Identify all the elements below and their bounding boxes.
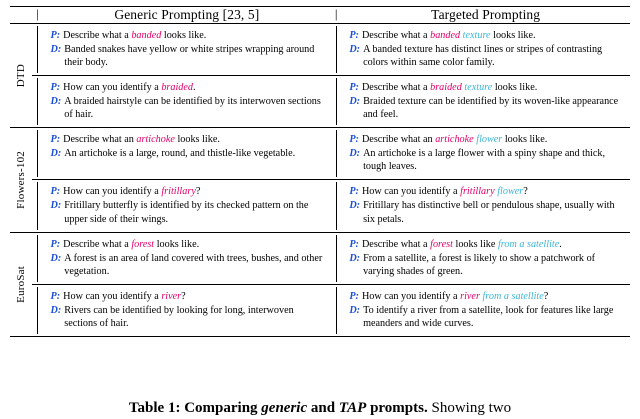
prompt-tag: P: <box>349 290 359 302</box>
prompt-text: Describe what a forest looks like. <box>63 238 200 250</box>
description-text: A banded texture has distinct lines or stripes of contrasting colors within same color family. <box>363 44 603 69</box>
prompt-tag: P: <box>50 134 61 146</box>
description-text: An artichoke is a large, round, and thistle-like vegetable. <box>64 148 296 160</box>
caption-mid: and <box>310 400 336 416</box>
prompt-line <box>349 185 624 198</box>
prompt-text: How can you identify a fritillary flower? <box>361 186 528 198</box>
caption-bold-part: Comparing <box>184 400 258 416</box>
header-spacer <box>10 7 32 24</box>
prompt-tag: P: <box>349 186 359 198</box>
row-label-flowers102 <box>10 128 32 232</box>
prompt-tag: P: <box>349 134 359 146</box>
prompt-tag: P: <box>50 82 61 94</box>
caption-label: Table 1: <box>128 400 181 416</box>
header-divider-left: | <box>32 7 42 24</box>
table-caption <box>10 400 630 417</box>
description-line <box>51 199 326 225</box>
prompt-text: How can you identify a braided. <box>63 82 196 94</box>
cell-generic-eurosat-1 <box>43 232 332 284</box>
prompt-text: Describe what a banded looks like. <box>63 30 207 41</box>
class-token: forest <box>430 238 453 250</box>
description-tag: D: <box>50 304 62 316</box>
group-flowers-row-1 <box>10 128 630 180</box>
description-tag: D: <box>349 304 361 316</box>
prompt-line <box>51 81 326 94</box>
description-tag: D: <box>349 252 361 264</box>
description-tag: D: <box>349 96 361 108</box>
description-text: From a satellite, a forest is likely to show a patchwork of varying shades of green. <box>363 252 596 277</box>
table-bottom-rule-row <box>10 336 630 337</box>
group-dtd-row-2 <box>10 76 630 128</box>
prompt-line <box>51 29 326 42</box>
cell-targeted-dtd-2 <box>341 76 630 128</box>
attribute-token: flower <box>497 186 524 198</box>
prompt-text: Describe what an artichoke flower looks like. <box>361 134 548 146</box>
description-tag: D: <box>50 96 62 108</box>
caption-bold-tail: prompts. <box>370 400 428 416</box>
description-tag: D: <box>349 148 361 160</box>
prompt-line <box>51 133 326 146</box>
row-label-dtd <box>10 24 32 128</box>
prompt-line <box>349 81 624 94</box>
description-line <box>51 252 326 278</box>
prompt-line <box>51 185 326 198</box>
cell-targeted-eurosat-1 <box>341 232 630 284</box>
description-text: Rivers can be identified by looking for long, interwoven sections of hair. <box>64 304 294 329</box>
divider-col-left-4 <box>32 180 42 232</box>
cell-generic-eurosat-2 <box>43 284 332 336</box>
prompt-tag: P: <box>50 238 61 250</box>
class-token: banded <box>131 30 162 41</box>
prompt-text: Describe what a banded texture looks like. <box>361 30 536 41</box>
description-line <box>349 304 624 330</box>
description-tag: D: <box>349 44 361 56</box>
description-line <box>51 95 326 121</box>
prompt-text: Describe what a braided texture looks like. <box>361 82 538 94</box>
cell-generic-dtd-1 <box>43 24 332 76</box>
row-label-dtd-text: DTD <box>15 64 28 88</box>
class-token: braided <box>161 82 194 94</box>
description-line <box>349 43 624 69</box>
attribute-token: texture <box>462 30 491 41</box>
divider-col-right-3 <box>331 128 341 180</box>
class-token: forest <box>131 238 155 250</box>
description-text: An artichoke is a large flower with a spiny shape and thick, tough leaves. <box>363 148 606 173</box>
divider-col-right-1 <box>331 24 341 76</box>
table-header-row <box>10 7 630 24</box>
group-eurosat-row-2 <box>10 284 630 336</box>
description-line <box>349 199 624 225</box>
description-tag: D: <box>50 252 62 264</box>
class-token: artichoke <box>435 134 474 146</box>
prompt-tag: P: <box>349 82 359 94</box>
group-flowers-row-2 <box>10 180 630 232</box>
header-divider-right: | <box>331 7 341 24</box>
prompt-line <box>51 290 326 303</box>
cell-generic-dtd-2 <box>43 76 332 128</box>
description-tag: D: <box>50 44 62 56</box>
divider-col-right-2 <box>331 76 341 128</box>
prompt-line <box>349 29 624 42</box>
cell-targeted-flowers-1 <box>341 128 630 180</box>
header-targeted-prompting: Targeted Prompting <box>341 7 630 24</box>
description-line <box>349 95 624 121</box>
comparison-table <box>10 6 630 337</box>
prompt-text: Describe what an artichoke looks like. <box>63 134 220 146</box>
cell-generic-flowers-1 <box>43 128 332 180</box>
row-label-eurosat-text: EuroSat <box>15 265 28 303</box>
cell-generic-flowers-2 <box>43 180 332 232</box>
header-generic-prompting: Generic Prompting [23, 5] <box>43 7 332 24</box>
divider-col-left-6 <box>32 284 42 336</box>
description-line <box>51 43 326 69</box>
divider-col-left-3 <box>32 128 42 180</box>
cell-targeted-dtd-1 <box>341 24 630 76</box>
cell-targeted-eurosat-2 <box>341 284 630 336</box>
caption-rest: Showing two <box>431 400 512 416</box>
prompt-line <box>349 133 624 146</box>
class-token: banded <box>430 30 461 41</box>
caption-italic-tap: TAP <box>338 400 367 416</box>
description-tag: D: <box>50 200 62 212</box>
caption-italic-generic: generic <box>261 400 308 416</box>
description-text: Banded snakes have yellow or white stripes wrapping around their body. <box>64 44 315 69</box>
attribute-token: from a satellite <box>497 238 560 250</box>
description-line <box>51 304 326 330</box>
prompt-line <box>349 238 624 251</box>
prompt-text: Describe what a forest looks like from a satellite. <box>361 238 562 250</box>
divider-col-right-6 <box>331 284 341 336</box>
description-tag: D: <box>50 148 62 160</box>
prompt-tag: P: <box>50 30 61 41</box>
prompt-text: How can you identify a river? <box>63 290 186 302</box>
description-line <box>349 147 624 173</box>
prompt-line <box>349 290 624 303</box>
row-label-flowers102-text: Flowers-102 <box>15 151 28 209</box>
class-token: river <box>161 290 182 302</box>
class-token: fritillary <box>161 186 196 198</box>
row-label-eurosat <box>10 232 32 336</box>
group-eurosat-row-1 <box>10 232 630 284</box>
prompt-tag: P: <box>50 186 61 198</box>
class-token: artichoke <box>136 134 175 146</box>
class-token: fritillary <box>460 186 495 198</box>
divider-col-left-5 <box>32 232 42 284</box>
description-text: To identify a river from a satellite, look for features like large meanders and wide curves. <box>363 304 614 329</box>
prompt-tag: P: <box>349 238 359 250</box>
attribute-token: texture <box>464 82 493 94</box>
class-token: river <box>460 290 480 302</box>
description-text: Braided texture can be identified by its woven-like appearance and feel. <box>363 96 619 121</box>
description-text: A braided hairstyle can be identified by its interwoven sections of hair. <box>64 96 321 121</box>
attribute-token: flower <box>476 134 503 146</box>
divider-col-left-2 <box>32 76 42 128</box>
description-text: A forest is an area of land covered with trees, bushes, and other vegetation. <box>64 252 323 277</box>
divider-col-right-5 <box>331 232 341 284</box>
class-token: braided <box>430 82 462 94</box>
attribute-token: from a satellite <box>482 290 544 302</box>
divider-col-left-1 <box>32 24 42 76</box>
description-text: Fritillary butterfly is identified by its checked pattern on the upper side of their wings. <box>64 200 309 225</box>
description-line <box>349 252 624 278</box>
description-tag: D: <box>349 200 361 212</box>
cell-targeted-flowers-2 <box>341 180 630 232</box>
prompt-text: How can you identify a fritillary? <box>63 186 201 198</box>
divider-col-right-4 <box>331 180 341 232</box>
prompt-tag: P: <box>349 30 359 41</box>
description-text: Fritillary has distinctive bell or pendulous shape, usually with six petals. <box>363 200 615 225</box>
prompt-line <box>51 238 326 251</box>
prompt-text: How can you identify a river from a satellite? <box>361 290 549 302</box>
group-dtd-row-1 <box>10 24 630 76</box>
description-line <box>51 147 326 160</box>
table-bottom-rule <box>10 336 630 337</box>
prompt-tag: P: <box>50 290 61 302</box>
